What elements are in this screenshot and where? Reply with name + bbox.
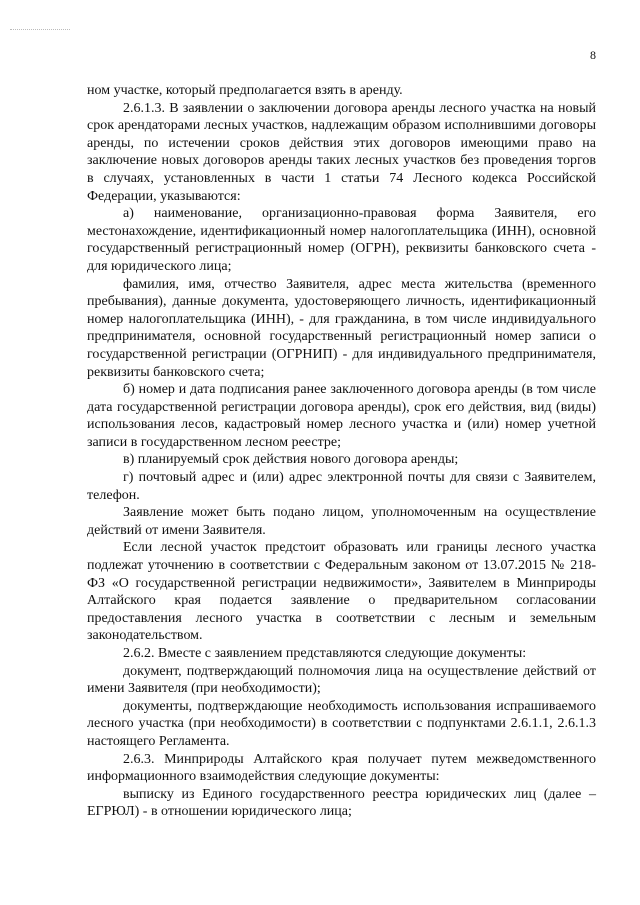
paragraph: 2.6.2. Вместе с заявлением представляются следующие документы: <box>123 646 527 661</box>
paragraph: фамилия, имя, отчество Заявителя, адрес места жительства (временного пребывания), данные документа, удостоверяющего личность, идентификационный номер налогоплательщика (ИНН), - для гражданина, в том числе индивидуального предпринимателя, основной государственный регистрационный номер записи о государственной регистрации (ОГРНИП) - для индивидуального предпринимателя, реквизиты банковского счета; <box>87 276 596 380</box>
page-number: 8 <box>590 48 596 62</box>
document-body <box>87 82 596 821</box>
paragraph: б) номер и дата подписания ранее заключенного договора аренды (в том числе дата государственной регистрации договора аренды), срок его действия, вид (виды) использования лесов, кадастровый номер лесного участка и (или) номер учетной записи в государственном лесном реестре; <box>87 382 596 450</box>
paragraph: документы, подтверждающие необходимость использования испрашиваемого лесного участка (при необходимости) в соответствии с подпунктами 2.6.1.1, 2.6.1.3 настоящего Регламента. <box>87 698 596 749</box>
paragraph: Заявление может быть подано лицом, уполномоченным на осуществление действий от имени Заявителя. <box>87 505 596 538</box>
paragraph: 2.6.1.3. В заявлении о заключении договора аренды лесного участка на новый срок арендаторами лесных участков, надлежащим образом исполнившими договоры аренды, по истечении сроков действия этих договоров имеющими право на заключение новых договоров аренды таких лесных участков без проведения торгов в случаях, установленных в части 1 статьи 74 Лесного кодекса Российской Федерации, указываются: <box>87 100 596 204</box>
paragraph: 2.6.3. Минприроды Алтайского края получает путем межведомственного информационного взаимодействия следующие документы: <box>87 751 596 785</box>
scan-artifact <box>10 29 70 32</box>
paragraph: выписку из Единого государственного реестра юридических лиц (далее – ЕГРЮЛ) - в отношении юридического лица; <box>87 786 596 820</box>
paragraph: г) почтовый адрес и (или) адрес электронной почты для связи с Заявителем, телефон. <box>87 470 596 503</box>
paragraph: в) планируемый срок действия нового договора аренды; <box>123 452 459 468</box>
paragraph: ном участке, который предполагается взять в аренду. <box>87 83 403 98</box>
paragraph: документ, подтверждающий полномочия лица на осуществление действий от имени Заявителя (при необходимости); <box>87 663 596 697</box>
paragraph: Если лесной участок предстоит образовать или границы лесного участка подлежат уточнению в соответствии с Федеральным законом от 13.07.2015 № 218-ФЗ «О государственной регистрации недвижимости», Заявителем в Минприроды Алтайского края подается заявление о предварительном согласовании предоставления лесного участка в соответствии с лесным и земельным законодательством. <box>87 540 596 644</box>
paragraph: а) наименование, организационно-правовая форма Заявителя, его местонахождение, идентификационный номер налогоплательщика (ИНН), основной государственный регистрационный номер (ОГРН), реквизиты банковского счета - для юридического лица; <box>87 206 596 274</box>
